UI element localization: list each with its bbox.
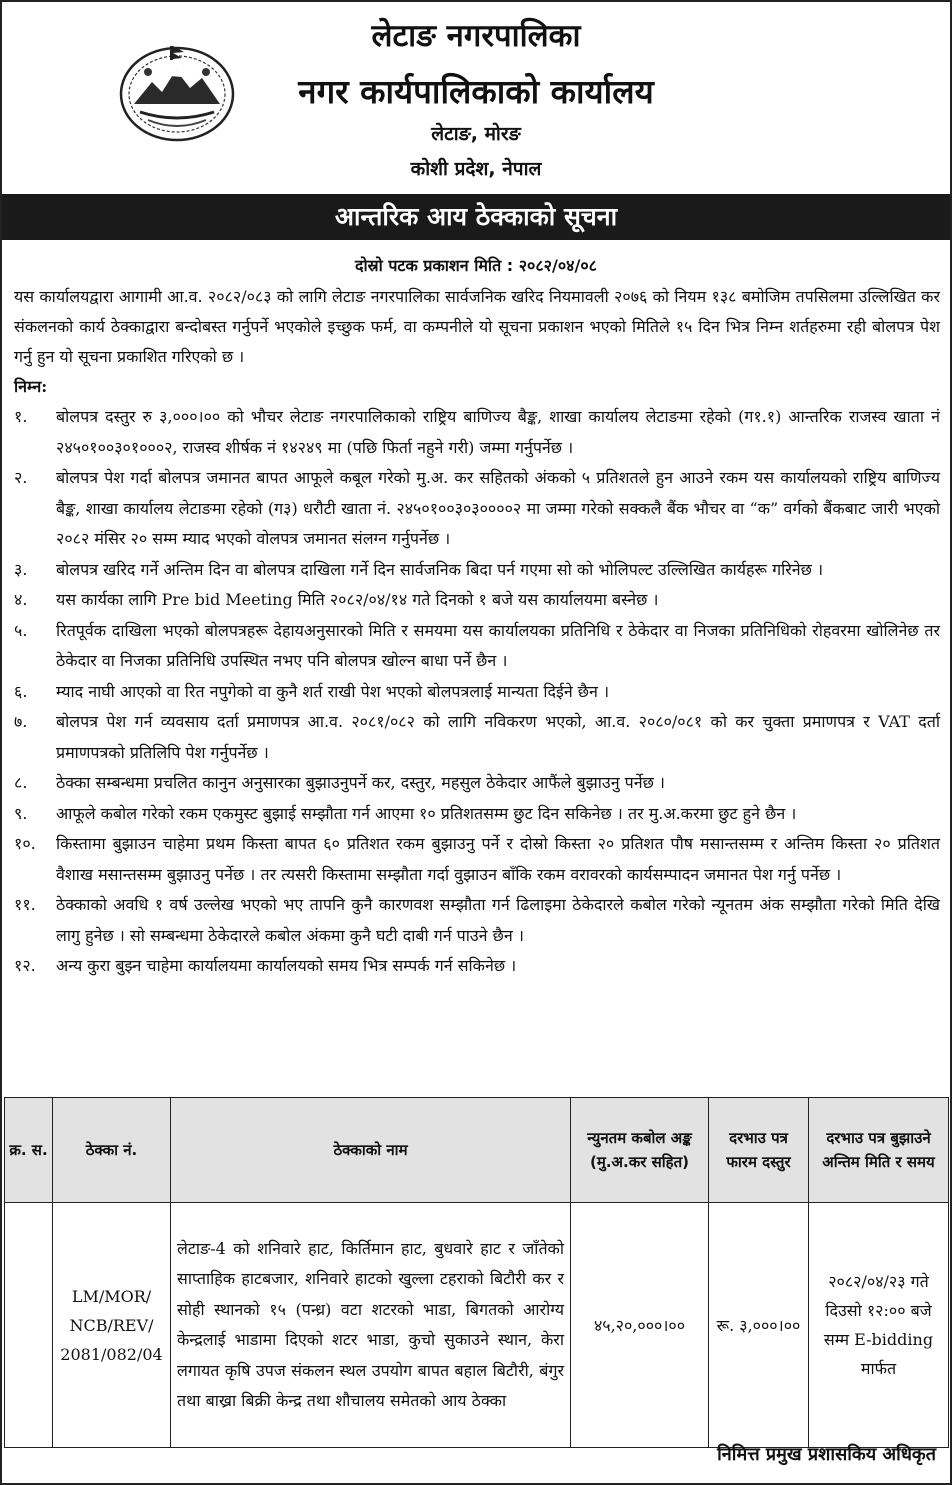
condition-item <box>14 829 940 890</box>
office-province: कोशी प्रदेश, नेपाल <box>410 158 542 180</box>
condition-text: ठेक्काको अवधि १ वर्ष उल्लेख भएको भए तापनि कुनै कारणवश सम्झौता गर्न ढिलाइमा ठेकेदारले कबोल गरेको न्यूनतम अंक सम्झौता गरेको मिति देखि लागु हुनेछ । सो सम्बन्धमा ठेकेदारले कबोल अंकमा कुनै घटी दाबी गर्न पाउने छैन । <box>56 895 940 945</box>
condition-number: १२. <box>14 956 36 975</box>
municipality-name: लेटाङ नगरपालिका <box>371 18 581 54</box>
condition-number: ७. <box>14 712 28 731</box>
notice-title: आन्तरिक आय ठेक्काको सूचना <box>2 194 950 240</box>
condition-number: ११. <box>14 895 36 914</box>
condition-item <box>14 768 940 799</box>
cell-deadline: २०८२/०४/२३ गते दिउसो १२:०० बजे सम्म E-bidding मार्फत <box>809 1203 949 1448</box>
condition-text: बोलपत्र पेश गर्न व्यवसाय दर्ता प्रमाणपत्र आ.व. २०८१/०८२ को लागि नविकरण भएको, आ.व. २०८०/०८१ को कर चुक्ता प्रमाणपत्र र VAT दर्ता प्रमाणपत्रको प्रतिलिपि पेश गर्नुपर्नेछ । <box>56 712 940 762</box>
cell-contract-no: LM/MOR/ NCB/REV/ 2081/082/04 <box>53 1203 171 1448</box>
condition-number: ४. <box>14 590 28 609</box>
condition-text: यस कार्यका लागि Pre bid Meeting मिति २०८२/०४/१४ गते दिनको १ बजे यस कार्यालयमा बस्नेछ । <box>56 590 659 609</box>
condition-number: ३. <box>14 559 28 579</box>
table-row <box>5 1203 949 1448</box>
condition-text: किस्तामा बुझाउन चाहेमा प्रथम किस्ता बापत ६० प्रतिशत रकम बुझाउनु पर्ने र दोस्रो किस्ता २० प्रतिशत पौष मसान्तसम्म र अन्तिम किस्ता २० प्रतिशत वैशाख मसान्तसम्म बुझाउनु पर्नेछ । तर त्यसरी किस्तामा सम्झौता गर्दा वुझाउन बाँकि रकम वरावरको कार्यसम्पादन जमानत पेश गर्नु पर्नेछ । <box>56 834 940 884</box>
cell-contract-name: लेटाङ-4 को शनिवारे हाट, किर्तिमान हाट, बुधवारे हाट र जाँतेको साप्ताहिक हाटबजार, शनिवारे हाटको खुल्ला टहराको बिटौरी कर र सोही स्थानको १५ (पन्ध्र) वटा शटरको भाडा, बिगतको आरोग्य केन्द्रलाई भाडामा दिएको शटर भाडा, कुचो सुकाउने स्थान, केरा लगायत कृषि उपज संकलन स्थल उपयोग बापत बहाल बिटौरी, बंगुर तथा बाख्रा बिक्री केन्द्र तथा शौचालय समेतको आय ठेक्का <box>171 1203 571 1448</box>
condition-text: म्याद नाघी आएको वा रित नपुगेको वा कुनै शर्त राखी पेश भएको बोलपत्रलाई मान्यता दिईने छैन । <box>56 681 610 701</box>
condition-number: ६. <box>14 681 28 701</box>
condition-item <box>14 951 940 982</box>
table-header-row <box>5 1098 949 1203</box>
contract-table <box>4 1097 949 1448</box>
condition-item <box>14 677 940 708</box>
letterhead <box>2 2 950 192</box>
signoff: निमित्त प्रमुख प्रशासकिय अधिकृत <box>717 1444 936 1465</box>
condition-number: १. <box>14 407 28 426</box>
intro-paragraph: यस कार्यालयद्वारा आगामी आ.व. २०८२/०८३ को लागि लेटाङ नगरपालिका सार्वजनिक खरिद नियमावली २०७६ को नियम १३८ बमोजिम तपसिलमा उल्लिखित कर संकलनको कार्य ठेक्काद्वारा बन्दोबस्त गर्नुपर्ने भएकोले इच्छुक फर्म, वा कम्पनीले यो सूचना प्रकाशन भएको मितिले १५ दिन भित्र निम्न शर्तहरुमा रही बोलपत्र पेश गर्नु हुन यो सूचना प्रकाशित गरिएको छ । <box>14 287 940 366</box>
condition-item <box>14 402 940 463</box>
conditions-list <box>14 402 940 982</box>
condition-item <box>14 890 940 951</box>
condition-number: ८. <box>14 773 28 792</box>
col-contract-name: ठेक्काको नाम <box>171 1098 571 1203</box>
condition-item <box>14 616 940 677</box>
cell-min-bid: ४५,२०,०००।०० <box>571 1203 709 1448</box>
condition-text: अन्य कुरा बुझ्न चाहेमा कार्यालयमा कार्यालयको समय भित्र सम्पर्क गर्न सकिनेछ । <box>56 956 517 975</box>
col-min-bid: न्युनतम कबोल अङ्क (मु.अ.कर सहित) <box>571 1098 709 1203</box>
office-location: लेटाङ, मोरङ <box>431 123 521 145</box>
col-form-fee: दरभाउ पत्र फारम दस्तुर <box>709 1098 809 1203</box>
condition-number: २. <box>14 468 28 487</box>
condition-item <box>14 707 940 768</box>
notice-body <box>14 282 940 982</box>
condition-number: ५. <box>14 620 28 640</box>
col-serial: क्र. स. <box>5 1098 53 1203</box>
condition-number: ९. <box>14 803 28 823</box>
condition-item <box>14 585 940 616</box>
condition-text: बोलपत्र खरिद गर्ने अन्तिम दिन वा बोलपत्र दाखिला गर्ने दिन सार्वजनिक बिदा पर्न गएमा सो को भोलिपल्ट उल्लिखित कार्यहरू गरिनेछ । <box>56 559 824 579</box>
condition-number: १०. <box>14 834 36 853</box>
publication-date: दोस्रो पटक प्रकाशन मिति : २०८२/०४/०८ <box>355 256 597 275</box>
col-contract-no: ठेक्का नं. <box>53 1098 171 1203</box>
col-deadline: दरभाउ पत्र बुझाउने अन्तिम मिति र समय <box>809 1098 949 1203</box>
condition-item <box>14 555 940 586</box>
condition-text: ठेक्का सम्बन्धमा प्रचलित कानुन अनुसारका बुझाउनुपर्ने कर, दस्तुर, महसुल ठेकेदार आफैंले बुझाउनु पर्नेछ । <box>56 773 665 792</box>
condition-text: आफूले कबोल गरेको रकम एकमुस्ट बुझाई सम्झौता गर्न आएमा १० प्रतिशतसम्म छुट दिन सकिनेछ । तर मु.अ.करमा छुट हुने छैन । <box>56 803 797 823</box>
conditions-heading: निम्न: <box>14 377 48 396</box>
condition-item <box>14 799 940 830</box>
condition-item <box>14 463 940 555</box>
condition-text: बोलपत्र पेश गर्दा बोलपत्र जमानत बापत आफूले कबूल गरेको मु.अ. कर सहितको अंकको ५ प्रतिशतले हुन आउने रकम यस कार्यालयको राष्ट्रिय बाणिज्य बैङ्क, शाखा कार्यालय लेटाङमा रहेको (ग३) धरौटी खाता नं. २४५०१००३०३००००२ मा जम्मा गरेको सक्कलै बैंक भौचर वा “क” वर्गको बैंकबाट जारी भएको २०८२ मंसिर २० सम्म म्याद भएको वोलपत्र जमानत संलग्न गर्नुपर्नेछ । <box>56 468 940 548</box>
office-name: नगर कार्यपालिकाको कार्यालय <box>298 72 654 111</box>
cell-form-fee: रू. ३,०००।०० <box>709 1203 809 1448</box>
condition-text: रितपूर्वक दाखिला भएको बोलपत्रहरू देहायअनुसारको मिति र समयमा यस कार्यालयका प्रतिनिधि र ठेकेदार वा निजका प्रतिनिधिको रोहवरमा खोलिनेछ तर ठेकेदार वा निजका प्रतिनिधि उपस्थित नभए पनि बोलपत्र खोल्न बाधा पर्ने छैन । <box>56 620 940 670</box>
cell-serial <box>5 1203 53 1448</box>
condition-text: बोलपत्र दस्तुर रु ३,०००।०० को भौचर लेटाङ नगरपालिकाको राष्ट्रिय बाणिज्य बैङ्क, शाखा कार्यालय लेटाङमा रहेको (ग१.१) आन्तरिक राजस्व खाता नं २४५०१००३०१०००२, राजस्व शीर्षक नं १४२४९ मा (पछि फिर्ता नहुने गरी) जम्मा गर्नुपर्नेछ । <box>56 407 940 457</box>
